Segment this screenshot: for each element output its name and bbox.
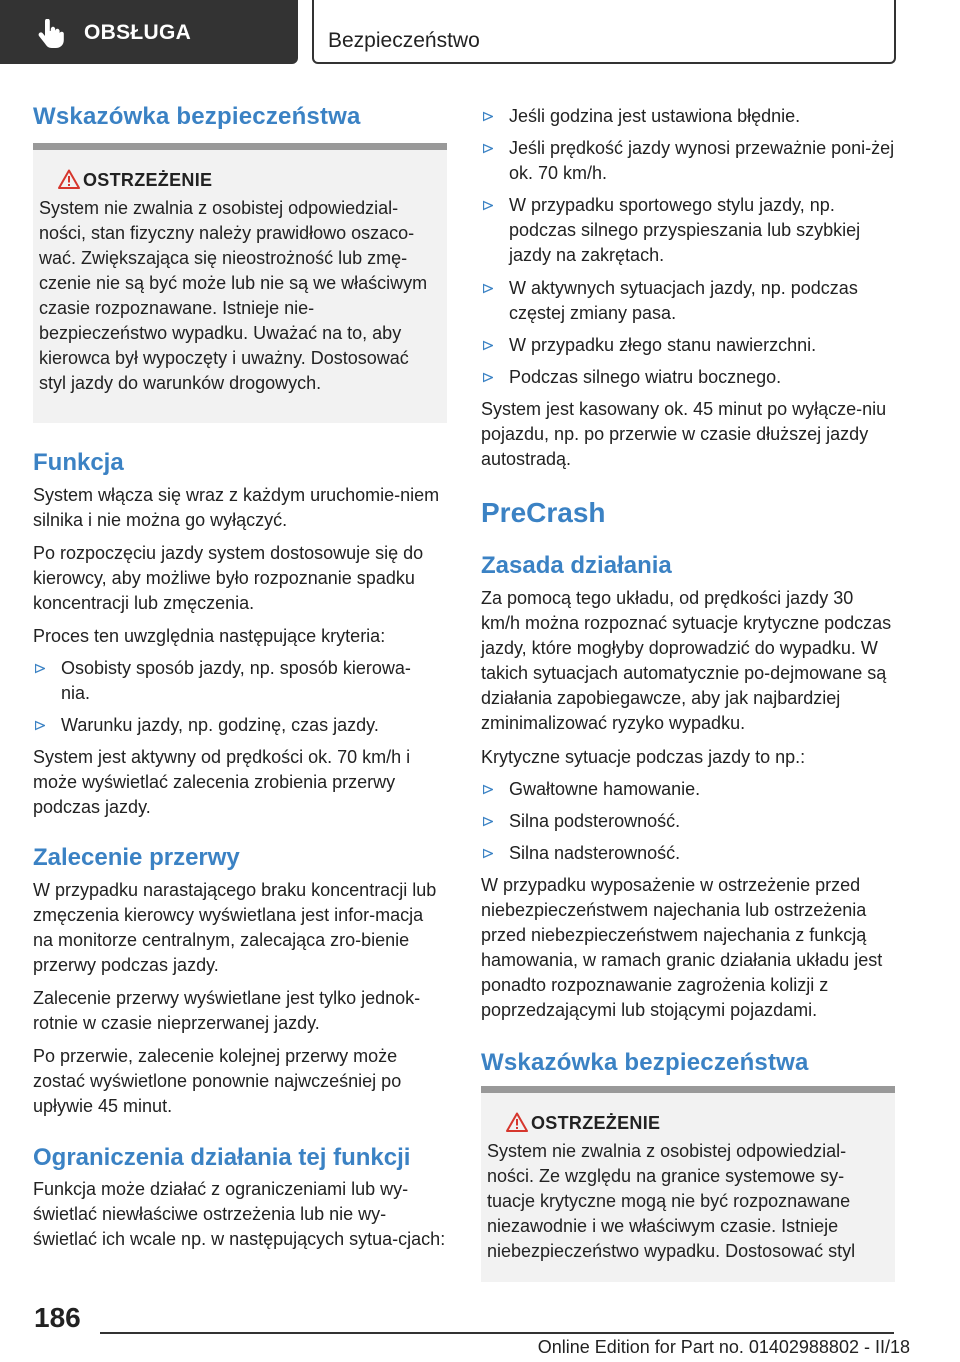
list-item: Podczas silnego wiatru bocznego. bbox=[481, 365, 895, 390]
list-item: Gwałtowne hamowanie. bbox=[481, 777, 895, 802]
zasada-p2: Krytyczne sytuacje podczas jazdy to np.: bbox=[481, 747, 806, 767]
warning-title-text-1: OSTRZEŻENIE bbox=[83, 170, 213, 190]
header-section bbox=[312, 0, 896, 64]
warning-text-1: System nie zwalnia z osobistej odpowiedzial-ności, stan fizyczny należy prawidłowo oszaco-wać. Zwiększająca się nieostrożność lub zmę-czenie nie są być może lub nie są we właściwym czasie rozpoznawane. Istnieje nie-bezpieczeństwo wypadku. Uważać na to, aby kierowca był wypoczęty i uważny. Dostosować styl jazdy do warunków drogowych. bbox=[39, 198, 428, 393]
list-item: Silna podsterowność. bbox=[481, 809, 895, 834]
safety-title-right: Wskazówka bezpieczeństwa bbox=[481, 1049, 809, 1076]
triangle-bullet-icon bbox=[483, 848, 493, 859]
przerwa-p1: W przypadku narastającego braku koncentracji lub zmęczenia kierowcy wyświetlana jest infor-macja na monitorze centralnym, zalecająca zro-bienie przerwy podczas jazdy. bbox=[33, 880, 437, 975]
warning-triangle-icon bbox=[58, 169, 80, 189]
triangle-bullet-icon bbox=[483, 340, 493, 351]
zasada-p3: W przypadku wyposażenie w ostrzeżenie przed niebezpieczeństwem najechania lub ostrzeżenia przed niebezpieczeństwem najechania z funkcją hamowania, w ramach granic działania układu jest ponadto rozpoznawanie zagrożenia kolizji z poprzedzającymi lub stojącymi pojazdami. bbox=[481, 875, 883, 1020]
list-item: Silna nadsterowność. bbox=[481, 841, 895, 866]
list-item: Jeśli prędkość jazdy wynosi przeważnie poni-żej ok. 70 km/h. bbox=[481, 136, 895, 186]
safety-title-left: Wskazówka bezpieczeństwa bbox=[33, 103, 361, 130]
footer-divider bbox=[100, 1332, 894, 1334]
precrash-title: PreCrash bbox=[481, 497, 606, 528]
warning-title-text-2: OSTRZEŻENIE bbox=[531, 1113, 661, 1133]
triangle-bullet-icon bbox=[483, 283, 493, 294]
zasada-p1: Za pomocą tego układu, od prędkości jazdy 30 km/h można rozpoznać sytuacje krytyczne podczas jazdy, które mogłyby doprowadzić do wypadku. W takich sytuacjach automatycznie po-dejmowane są działania zapobiegawcze, aby jak najbardziej zminimalizować ryzyko wypadku. bbox=[481, 588, 892, 733]
triangle-bullet-icon bbox=[483, 143, 493, 154]
hand-pointer-icon bbox=[36, 19, 64, 49]
list-item: Warunku jazdy, np. godzinę, czas jazdy. bbox=[33, 713, 433, 738]
triangle-bullet-icon bbox=[483, 200, 493, 211]
przerwa-p3: Po przerwie, zalecenie kolejnej przerwy może zostać wyświetlone ponownie najwcześniej po upływie 45 minut. bbox=[33, 1046, 402, 1116]
triangle-bullet-icon bbox=[35, 663, 45, 674]
warning-title-1 bbox=[39, 168, 441, 192]
header-section-label: Bezpieczeństwo bbox=[328, 29, 480, 52]
reset-text: System jest kasowany ok. 45 minut po wyłącze-niu pojazdu, np. po przerwie w czasie dłuższej jazdy autostradą. bbox=[481, 399, 887, 469]
funkcja-p4: System jest aktywny od prędkości ok. 70 km/h i może wyświetlać zalecenia zrobienia przerwy podczas jazdy. bbox=[33, 747, 411, 817]
funkcja-p2: Po rozpoczęciu jazdy system dostosowuje się do kierowcy, aby możliwe było rozpoznanie spadku koncentracji lub zmęczenia. bbox=[33, 543, 424, 613]
funkcja-p1: System włącza się wraz z każdym uruchomie-niem silnika i nie można go wyłączyć. bbox=[33, 485, 440, 530]
triangle-bullet-icon bbox=[483, 111, 493, 122]
warning-box-1 bbox=[33, 143, 447, 423]
funkcja-p3: Proces ten uwzględnia następujące kryteria: bbox=[33, 626, 386, 646]
ograniczenia-p1: Funkcja może działać z ograniczeniami lub wy-świetlać niewłaściwe ostrzeżenia lub nie wy-świetlać ich wcale np. w następujących sytua-cjach: bbox=[33, 1179, 446, 1249]
edition-text: Online Edition for Part no. 01402988802 - II/18 bbox=[537, 1337, 910, 1357]
funkcja-title: Funkcja bbox=[33, 449, 124, 476]
warning-title-2 bbox=[487, 1111, 889, 1135]
triangle-bullet-icon bbox=[483, 784, 493, 795]
page-number: 186 bbox=[34, 1302, 81, 1333]
triangle-bullet-icon bbox=[483, 816, 493, 827]
ograniczenia-title: Ograniczenia działania tej funkcji bbox=[33, 1144, 411, 1171]
header-tab-label: OBSŁUGA bbox=[84, 21, 192, 44]
warning-box-2 bbox=[481, 1086, 895, 1282]
header-tab bbox=[0, 0, 298, 64]
przerwa-title: Zalecenie przerwy bbox=[33, 844, 240, 871]
list-item: W przypadku złego stanu nawierzchni. bbox=[481, 333, 895, 358]
list-item: Osobisty sposób jazdy, np. sposób kierowa-nia. bbox=[33, 656, 433, 706]
zasada-title: Zasada działania bbox=[481, 552, 672, 579]
list-item: W aktywnych sytuacjach jazdy, np. podczas częstej zmiany pasa. bbox=[481, 276, 895, 326]
warning-text-2: System nie zwalnia z osobistej odpowiedzial-ności. Ze względu na granice systemowe sy-tuacje krytyczne mogą nie być rozpoznawane niezawodnie i we właściwym czasie. Istnieje niebezpieczeństwo wypadku. Dostosować styl bbox=[487, 1141, 856, 1261]
list-item: Jeśli godzina jest ustawiona błędnie. bbox=[481, 104, 895, 129]
przerwa-p2: Zalecenie przerwy wyświetlane jest tylko jednok-rotnie w czasie nieprzerwanej jazdy. bbox=[33, 988, 421, 1033]
list-item: W przypadku sportowego stylu jazdy, np. podczas silnego przyspieszania lub szybkiej jazdy na zakrętach. bbox=[481, 193, 881, 268]
triangle-bullet-icon bbox=[483, 372, 493, 383]
warning-triangle-icon bbox=[506, 1112, 528, 1132]
triangle-bullet-icon bbox=[35, 720, 45, 731]
